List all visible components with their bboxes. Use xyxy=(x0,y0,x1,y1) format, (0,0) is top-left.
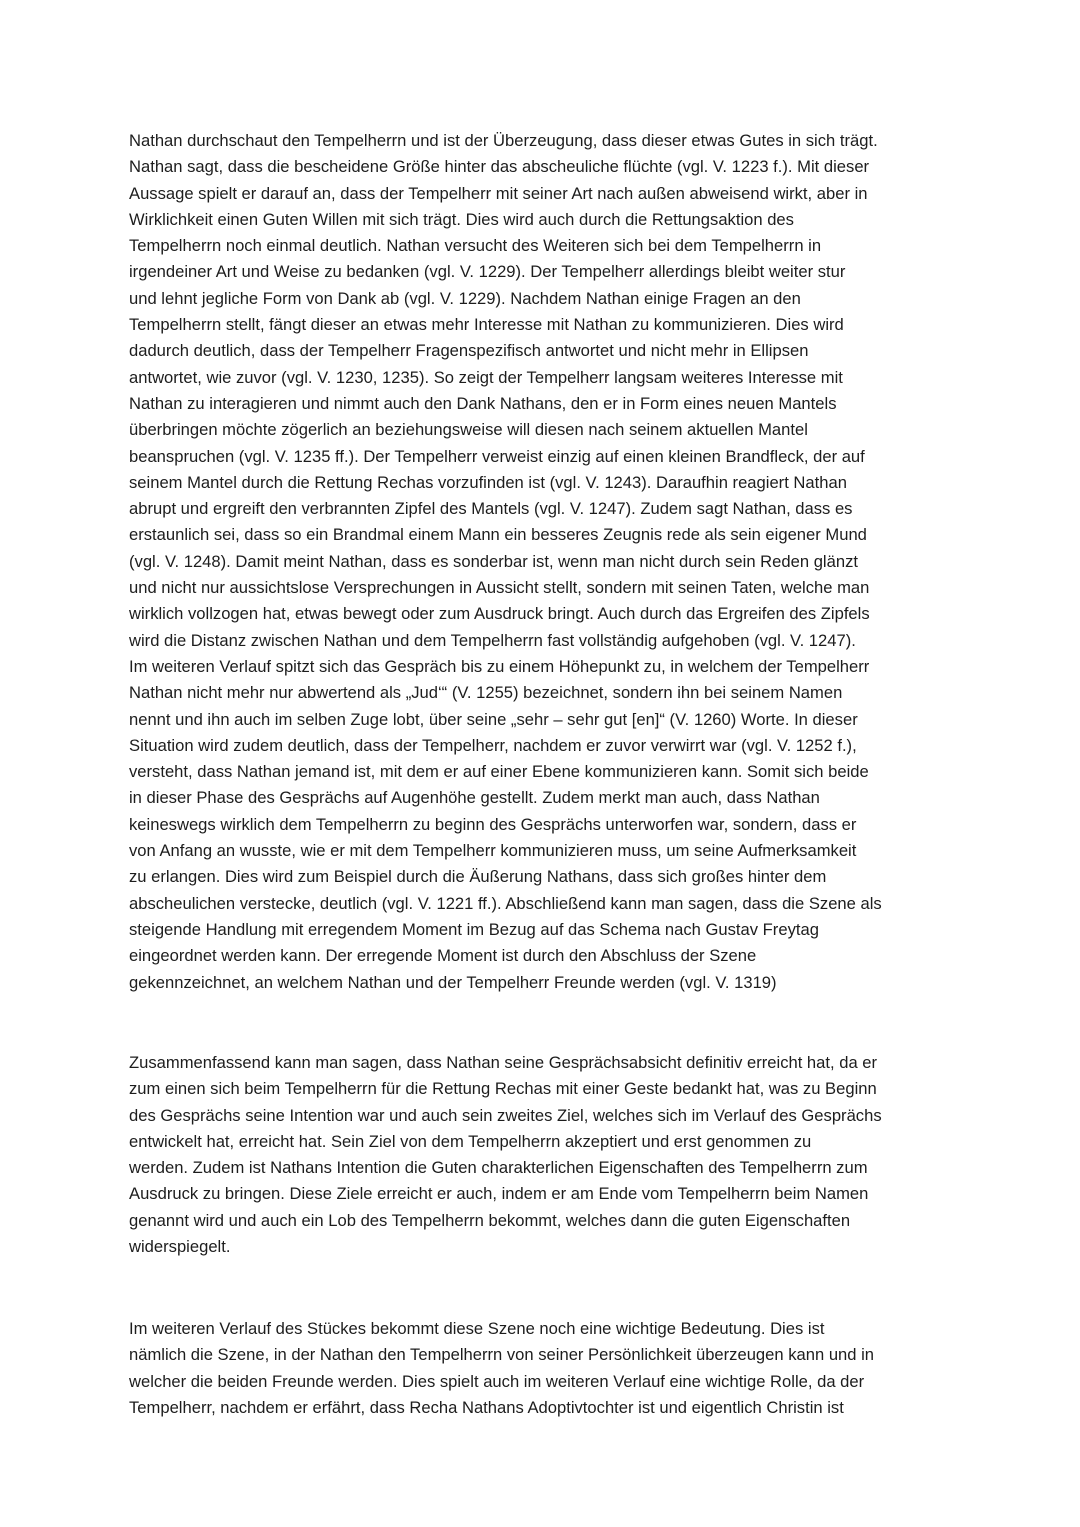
text-line: überbringen möchte zögerlich an beziehungsweise will diesen nach seinem aktuellen Mantel xyxy=(129,420,808,440)
text-line: und nicht nur aussichtslose Versprechungen in Aussicht stellt, sondern mit seinen Taten, welche man xyxy=(129,578,870,598)
text-line: und lehnt jegliche Form von Dank ab (vgl. V. 1229). Nachdem Nathan einige Fragen an den xyxy=(129,288,801,308)
text-line: Tempelherrn stellt, fängt dieser an etwas mehr Interesse mit Nathan zu kommunizieren. Dies wird xyxy=(129,315,844,335)
text-line: zum einen sich beim Tempelherrn für die Rettung Rechas mit einer Geste bedankt hat, was zu Beginn xyxy=(129,1079,877,1099)
text-line: (vgl. V. 1248). Damit meint Nathan, dass es sonderbar ist, wenn man nicht durch sein Reden glänzt xyxy=(129,551,858,571)
text-line: erstaunlich sei, dass so ein Brandmal einem Mann ein besseres Zeugnis rede als sein eigener Mund xyxy=(129,525,867,545)
text-line: des Gesprächs seine Intention war und auch sein zweites Ziel, welches sich im Verlauf des Gesprächs xyxy=(129,1105,882,1125)
text-line: beanspruchen (vgl. V. 1235 ff.). Der Tempelherr verweist einzig auf einen kleinen Brandfleck, der auf xyxy=(129,446,865,466)
text-line: keineswegs wirklich dem Tempelherrn zu beginn des Gesprächs unterworfen war, sondern, dass er xyxy=(129,814,857,834)
text-line: werden. Zudem ist Nathans Intention die Guten charakterlichen Eigenschaften des Tempelherrn zum xyxy=(129,1158,868,1178)
text-line: wird die Distanz zwischen Nathan und dem Tempelherrn fast vollständig aufgehoben (vgl. V. 1247). xyxy=(129,630,856,650)
text-line: Wirklichkeit einen Guten Willen mit sich trägt. Dies wird auch durch die Rettungsaktion des xyxy=(129,209,794,229)
text-line: Situation wird zudem deutlich, dass der Tempelherr, nachdem er zuvor verwirrt war (vgl. V. 1252 f.), xyxy=(129,735,857,755)
text-line: dadurch deutlich, dass der Tempelherr Fragenspezifisch antwortet und nicht mehr in Ellipsen xyxy=(129,341,809,361)
text-line: Im weiteren Verlauf des Stückes bekommt diese Szene noch eine wichtige Bedeutung. Dies ist xyxy=(129,1319,825,1338)
text-line: irgendeiner Art und Weise zu bedanken (vgl. V. 1229). Der Tempelherr allerdings bleibt weiter stur xyxy=(129,262,846,282)
text-line: Nathan durchschaut den Tempelherrn und ist der Überzeugung, dass dieser etwas Gutes in sich trägt. xyxy=(129,131,878,150)
text-line: entwickelt hat, erreicht hat. Sein Ziel von dem Tempelherrn akzeptiert und erst genommen zu xyxy=(129,1131,812,1151)
text-line: Tempelherrn noch einmal deutlich. Nathan versucht des Weiteren sich bei dem Tempelherrn in xyxy=(129,236,822,256)
paragraph-analysis xyxy=(129,128,954,996)
paragraph-outlook xyxy=(129,1316,954,1421)
text-line: widerspiegelt. xyxy=(129,1237,231,1257)
text-line: Nathan zu interagieren und nimmt auch den Dank Nathans, den er in Form eines neuen Mantels xyxy=(129,393,837,413)
text-line: Aussage spielt er darauf an, dass der Tempelherr mit seiner Art nach außen abweisend wirkt, aber in xyxy=(129,183,868,203)
text-line: seinem Mantel durch die Rettung Rechas vorzufinden ist (vgl. V. 1243). Daraufhin reagiert Nathan xyxy=(129,472,847,492)
text-line: in dieser Phase des Gesprächs auf Augenhöhe gestellt. Zudem merkt man auch, dass Nathan xyxy=(129,788,820,808)
text-line: Ausdruck zu bringen. Diese Ziele erreicht er auch, indem er am Ende vom Tempelherrn beim Namen xyxy=(129,1184,869,1204)
text-line: abrupt und ergreift den verbrannten Zipfel des Mantels (vgl. V. 1247). Zudem sagt Nathan, dass es xyxy=(129,499,853,519)
text-line: wirklich vollzogen hat, etwas bewegt oder zum Ausdruck bringt. Auch durch das Ergreifen des Zipfels xyxy=(129,604,870,624)
text-line: gekennzeichnet, an welchem Nathan und der Tempelherr Freunde werden (vgl. V. 1319) xyxy=(129,972,777,992)
text-line: genannt wird und auch ein Lob des Tempelherrn bekommt, welches dann die guten Eigenschaften xyxy=(129,1210,851,1230)
text-line: welcher die beiden Freunde werden. Dies spielt auch im weiteren Verlauf eine wichtige Rolle, da der xyxy=(129,1371,865,1391)
text-line: nennt und ihn auch im selben Zuge lobt, über seine „sehr – sehr gut [en]“ (V. 1260) Worte. In dieser xyxy=(129,709,858,729)
text-line: Nathan nicht mehr nur abwertend als „Jud‘“ (V. 1255) bezeichnet, sondern ihn bei seinem Namen xyxy=(129,683,843,703)
text-line: abscheulichen verstecke, deutlich (vgl. V. 1221 ff.). Abschließend kann man sagen, dass die Szene als xyxy=(129,893,882,913)
paragraph-summary xyxy=(129,1050,954,1260)
text-line: antwortet, wie zuvor (vgl. V. 1230, 1235). So zeigt der Tempelherr langsam weiteres Interesse mit xyxy=(129,367,843,387)
text-line: von Anfang an wusste, wie er mit dem Tempelherr kommunizieren muss, um seine Aufmerksamkeit xyxy=(129,841,857,861)
text-line: nämlich die Szene, in der Nathan den Tempelherrn von seiner Persönlichkeit überzeugen kann und in xyxy=(129,1345,875,1365)
text-line: zu erlangen. Dies wird zum Beispiel durch die Äußerung Nathans, dass sich großes hinter dem xyxy=(129,867,827,887)
text-line: steigende Handlung mit erregendem Moment im Bezug auf das Schema nach Gustav Freytag xyxy=(129,919,819,939)
text-line: Tempelherr, nachdem er erfährt, dass Recha Nathans Adoptivtochter ist und eigentlich Christin ist xyxy=(129,1397,844,1417)
text-line: Zusammenfassend kann man sagen, dass Nathan seine Gesprächsabsicht definitiv erreicht hat, da er xyxy=(129,1053,878,1072)
text-line: versteht, dass Nathan jemand ist, mit dem er auf einer Ebene kommunizieren kann. Somit sich beide xyxy=(129,762,869,782)
text-line: Nathan sagt, dass die bescheidene Größe hinter das abscheuliche flüchte (vgl. V. 1223 f.). Mit dieser xyxy=(129,157,870,177)
text-line: Im weiteren Verlauf spitzt sich das Gespräch bis zu einem Höhepunkt zu, in welchem der Tempelherr xyxy=(129,656,870,676)
text-line: eingeordnet werden kann. Der erregende Moment ist durch den Abschluss der Szene xyxy=(129,946,757,966)
